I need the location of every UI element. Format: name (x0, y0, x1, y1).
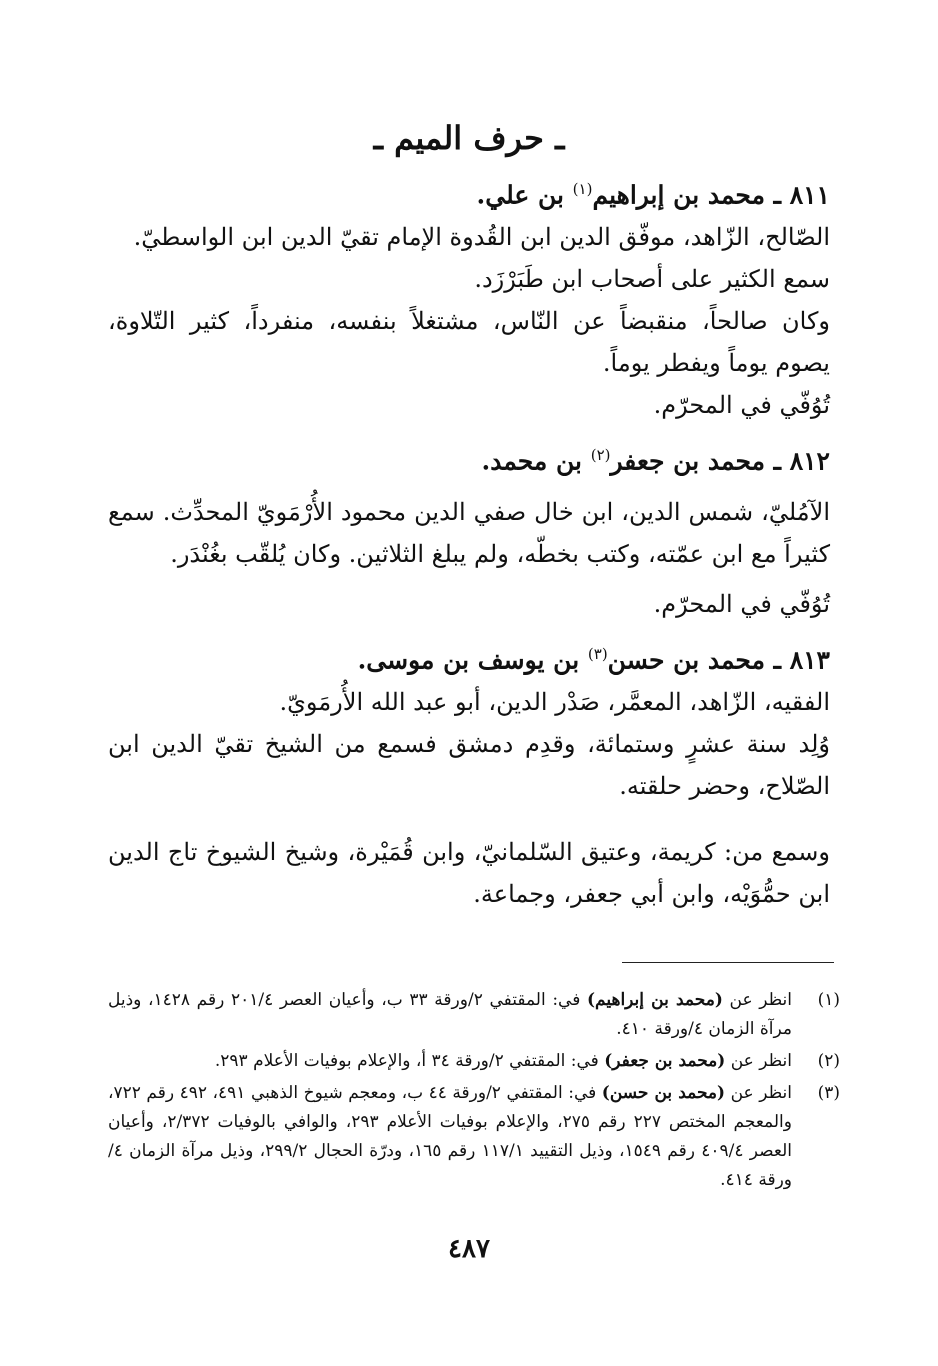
footnote (108, 1047, 840, 1076)
footnote-ref[interactable]: (٣) (587, 644, 608, 663)
entry-title-main: ٨١١ ـ محمد بن إبراهيم (592, 180, 830, 210)
footnote-text: انظر عن (محمد بن جعفر) في: المقتفي ٢/ورقة ٣٤ أ، والإعلام بوفيات الأعلام ٢٩٣. (214, 1051, 792, 1071)
footnote-number: (٢) (817, 1051, 840, 1071)
footnote-subject: (محمد بن إبراهيم) (587, 990, 723, 1010)
page-number: ٤٨٧ (448, 1234, 490, 1264)
entry-title (108, 633, 830, 681)
entry-paragraph: وكان صالحاً، منقبضاً عن النّاس، مشتغلاً بنفسه، منفرداً، كثير التّلاوة، يصوم يوماً ويفطر يوماً. (108, 307, 830, 378)
entry-title-main: ٨١٢ ـ محمد بن جعفر (610, 446, 830, 476)
entry-paragraph: سمع الكثير على أصحاب ابن طَبَرْزَد. (474, 265, 830, 294)
footnote-number: (١) (817, 990, 840, 1010)
entry-title (108, 168, 830, 216)
footnote-text: انظر عن (محمد بن إبراهيم) في: المقتفي ٢/ورقة ٣٣ ب، وأعيان العصر ٢٠١/٤ رقم ١٤٢٨، وذيل مرآة الزمان ٤/ورقة ٤١٠. (108, 990, 793, 1039)
footnote-text: انظر عن (محمد بن حسن) في: المقتفي ٢/ورقة ٤٤ ب، ومعجم شيوخ الذهبي ٤٩١، ٤٩٢ رقم ٧٢٢، والمعجم المختص ٢٢٧ رقم ٢٧٥، والإعلام بوفيات الأعلام ٢٩٣، والوافي بالوفيات ٢/٣٧٢، وأعيان العصر ٤٠٩/٤ رقم ١٥٤٩، وذيل التقييد ١١٧/١ رقم ١٦٥، ودرّة الحجال ٢٩٩/٢، وذيل مرآة الزمان ٤/ورقة ٤١٤. (108, 1083, 792, 1190)
footnote (108, 1079, 840, 1195)
entry-paragraph: الآمُليّ، شمس الدين، ابن خال صفي الدين محمود الأُرْمَويّ المحدِّث. سمع كثيراً مع ابن عمّته، وكتب بخطّه، ولم يبلغ الثلاثين. وكان يُلقّب بغُنْدَر. (108, 497, 830, 568)
entry-title-rest: بن علي. (476, 180, 573, 210)
entry-title (108, 434, 830, 482)
footnote-subject: (محمد بن حسن) (601, 1083, 726, 1103)
section-heading: ـ حرف الميم ـ (373, 119, 565, 157)
footnote-separator (622, 962, 834, 963)
footnotes (108, 986, 840, 1198)
entry-paragraph: تُوُفّي في المحرّم. (653, 391, 830, 420)
main-text (108, 168, 830, 915)
footnote (108, 986, 840, 1044)
entry-paragraph: الصّالح، الزّاهد، موفّق الدين ابن القُدوة الإمام تقيّ الدين ابن الواسطيّ. (133, 223, 830, 252)
footnote-ref[interactable]: (١) (572, 180, 593, 198)
entry-paragraph: الفقيه، الزّاهد، المعمَّر، صَدْر الدين، أبو عبد الله الأُرمَويّ. (279, 687, 830, 716)
entry-title-rest: بن يوسف بن موسى. (357, 644, 588, 674)
entry-title-main: ٨١٣ ـ محمد بن حسن (607, 644, 830, 674)
footnote-ref[interactable]: (٢) (590, 446, 611, 465)
entry-paragraph: وسمع من: كريمة، وعتيق السّلمانيّ، وابن قُمَيْرة، وشيخ الشيوخ تاج الدين ابن حمُّوَيْه، وابن أبي جعفر، وجماعة. (108, 837, 831, 908)
entry-paragraph: تُوُفّي في المحرّم. (653, 589, 830, 618)
entry-title-rest: بن محمد. (481, 446, 591, 476)
footnote-subject: (محمد بن جعفر) (604, 1051, 726, 1071)
entry-paragraph: وُلِد سنة عشرٍ وستمائة، وقدِم دمشق فسمع من الشيخ تقيّ الدين ابن الصّلاح، وحضر حلقته. (108, 729, 830, 800)
footnote-number: (٣) (817, 1083, 840, 1103)
